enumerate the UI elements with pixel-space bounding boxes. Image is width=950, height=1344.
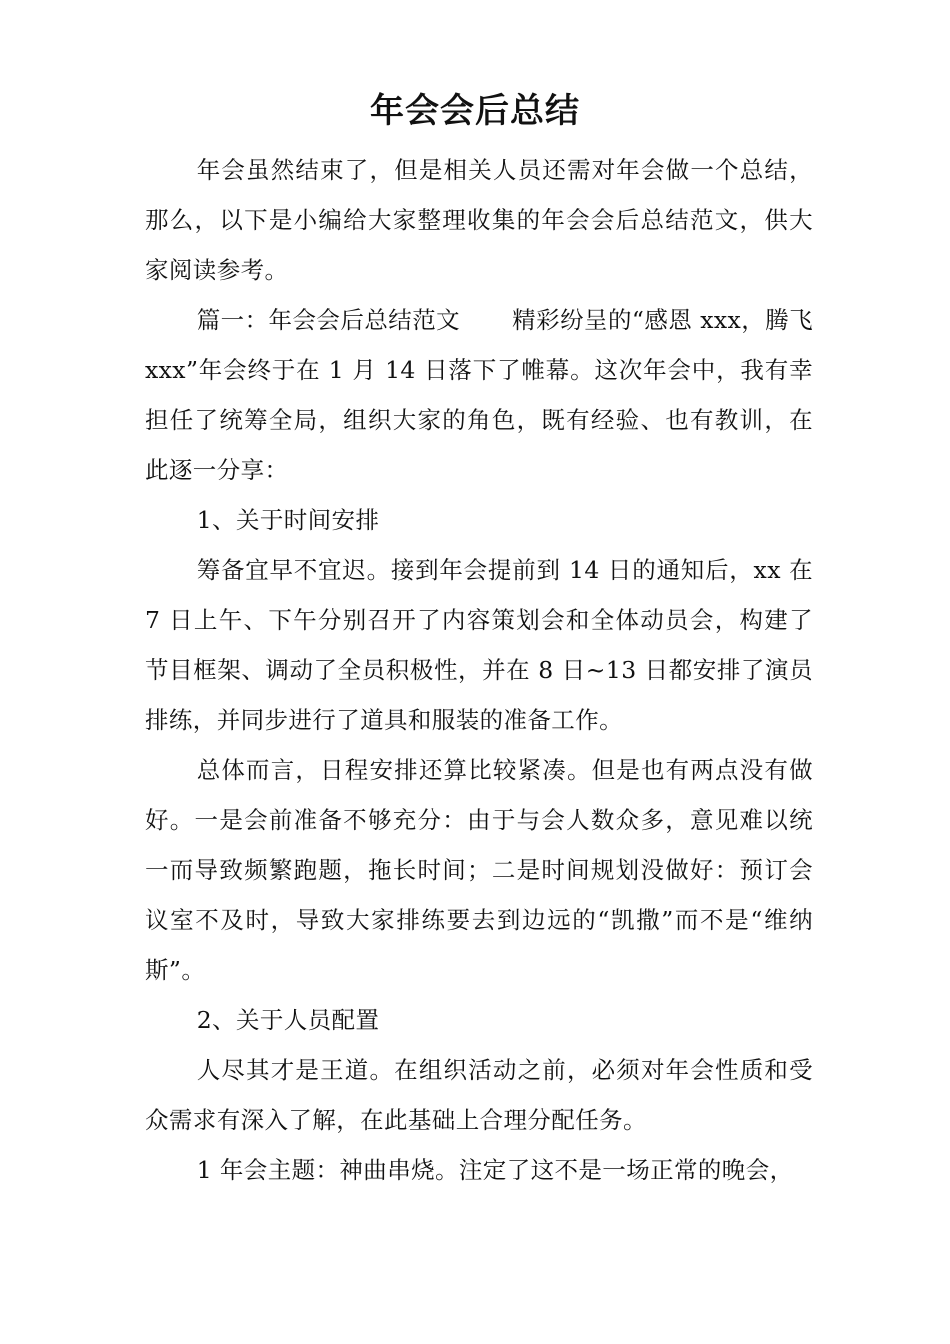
paragraph-intro: 年会虽然结束了，但是相关人员还需对年会做一个总结，那么，以下是小编给大家整理收集的年会会后总结范文，供大家阅读参考。 (145, 156, 813, 284)
section-heading-staffing: 2、关于人员配置 (196, 1006, 380, 1034)
document-body (145, 145, 813, 1195)
document-title: 年会会后总结 (370, 91, 580, 131)
paragraph-staffing: 人尽其才是王道。在组织活动之前，必须对年会性质和受众需求有深入了解，在此基础上合理分配任务。 (145, 1056, 813, 1134)
paragraph-article-one (145, 295, 813, 495)
paragraph-time-summary: 总体而言，日程安排还算比较紧凑。但是也有两点没有做好。一是会前准备不够充分：由于与会人数众多，意见难以统一而导致频繁跑题，拖长时间；二是时间规划没做好：预订会议室不及时，导致大家排练要去到边远的“凯撒”而不是“维纳斯”。 (145, 756, 813, 984)
paragraph-opening: 精彩纷呈的“感恩 xxx，腾飞 xxx”年会终于在 1 月 14 日落下了帷幕。这次年会中，我有幸担任了统筹全局，组织大家的角色，既有经验、也有教训，在此逐一分享： (145, 306, 813, 484)
paragraph-theme: 1 年会主题：神曲串烧。注定了这不是一场正常的晚会， (196, 1156, 794, 1184)
paragraph-time-prep: 筹备宜早不宜迟。接到年会提前到 14 日的通知后，xx 在 7 日上午、下午分别召开了内容策划会和全体动员会，构建了节目框架、调动了全员积极性，并在 8 日~13 日都安排了演员排练，并同步进行了道具和服装的准备工作。 (145, 556, 813, 734)
section-heading-article-one: 篇一：年会会后总结范文 (196, 306, 461, 334)
section-heading-time: 1、关于时间安排 (196, 506, 380, 534)
